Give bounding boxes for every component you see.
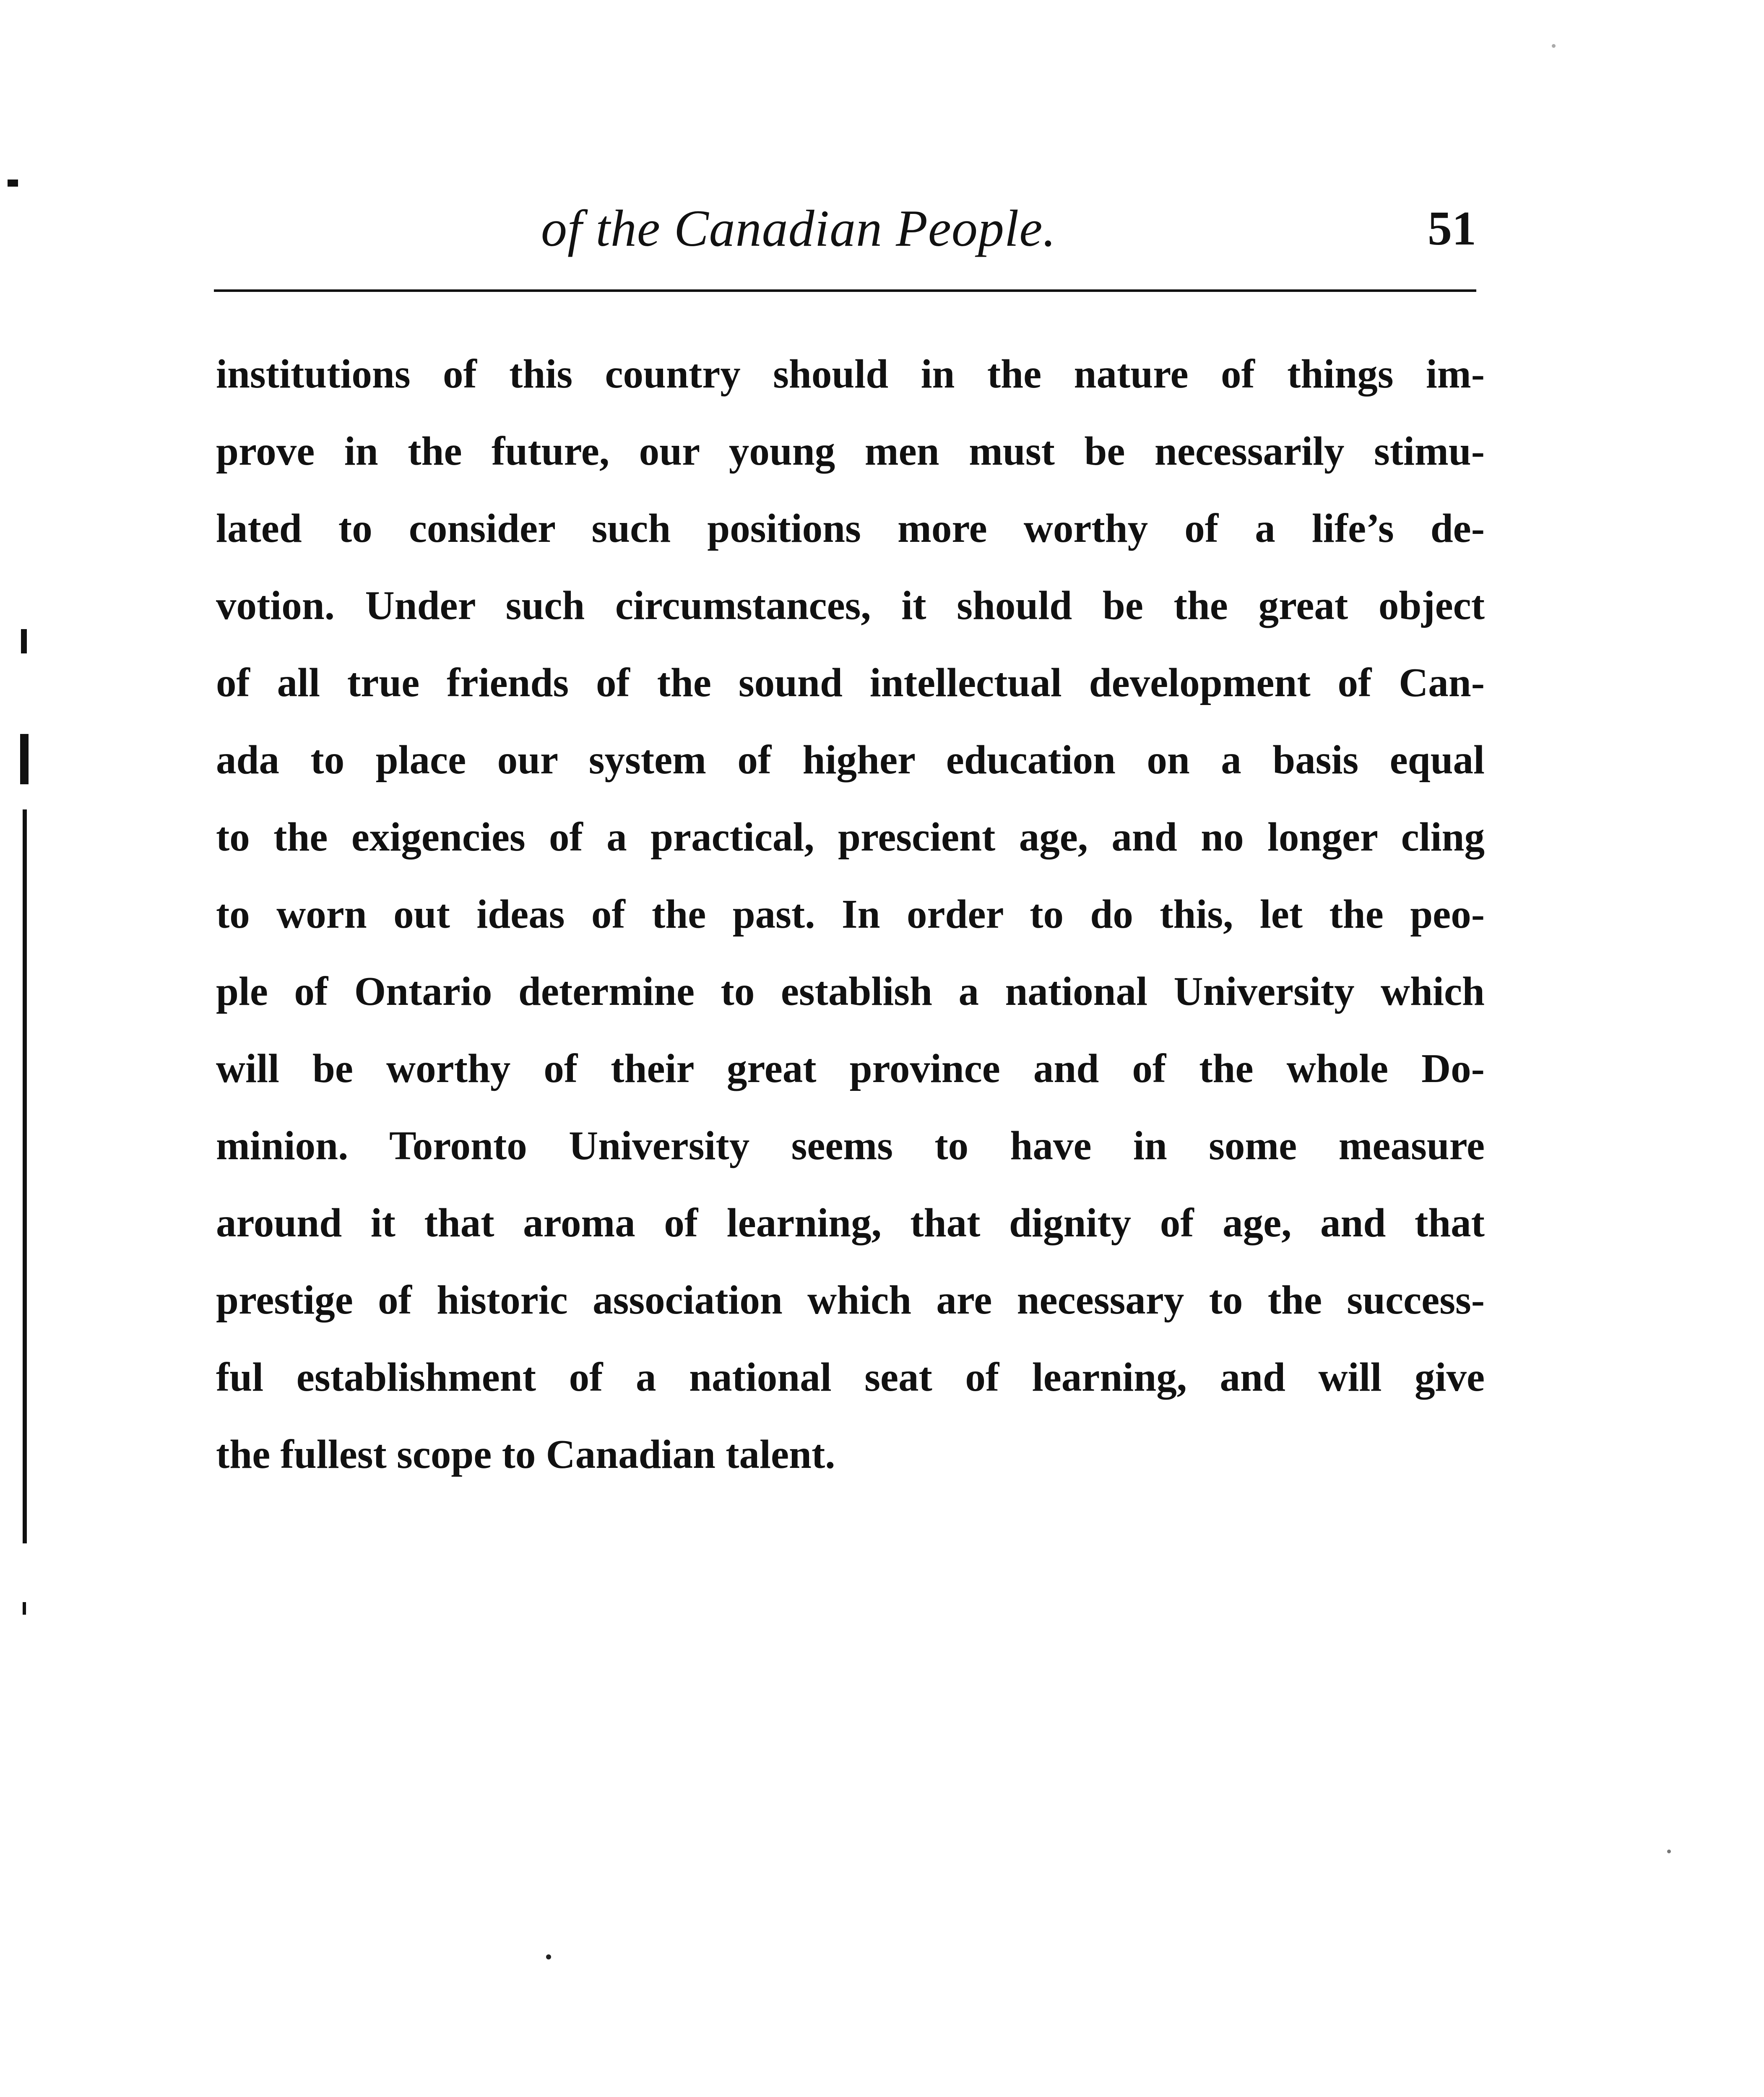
scan-edge-mark — [8, 180, 18, 187]
text-line: lated to consider such positions more worthy of a life’s de- — [216, 506, 1485, 551]
header-rule — [214, 289, 1476, 292]
body-paragraph — [216, 336, 1485, 1493]
scan-edge-bar — [23, 809, 27, 1543]
text-line: votion. Under such circumstances, it should be the great object — [216, 583, 1485, 628]
text-line-last: the fullest scope to Canadian talent. — [216, 1432, 835, 1477]
scan-speck — [546, 1954, 551, 1959]
scan-speck — [1552, 44, 1556, 48]
running-head — [214, 193, 1476, 264]
scan-edge-mark — [23, 1602, 26, 1615]
running-title: of the Canadian People. — [541, 200, 1056, 257]
text-line: around it that aroma of learning, that dignity of age, and that — [216, 1200, 1485, 1245]
text-line: ful establishment of a national seat of learning, and will give — [216, 1355, 1485, 1400]
page-number: 51 — [1428, 202, 1476, 255]
text-line: ple of Ontario determine to establish a national University which — [216, 969, 1485, 1014]
scan-edge-mark — [21, 629, 27, 653]
scan-edge-mark — [20, 734, 29, 784]
scan-speck — [1667, 1850, 1671, 1853]
text-line: prestige of historic association which are necessary to the success- — [216, 1277, 1485, 1322]
text-line: ada to place our system of higher education on a basis equal — [216, 737, 1485, 782]
text-line: to the exigencies of a practical, prescient age, and no longer cling — [216, 814, 1485, 859]
text-line: will be worthy of their great province and of the whole Do- — [216, 1046, 1485, 1091]
text-line: prove in the future, our young men must be necessarily stimu- — [216, 429, 1485, 474]
text-line: minion. Toronto University seems to have in some measure — [216, 1123, 1485, 1168]
text-line: to worn out ideas of the past. In order to do this, let the peo- — [216, 892, 1485, 937]
text-line: institutions of this country should in the nature of things im- — [216, 351, 1485, 396]
text-line: of all true friends of the sound intellectual development of Can- — [216, 660, 1485, 705]
